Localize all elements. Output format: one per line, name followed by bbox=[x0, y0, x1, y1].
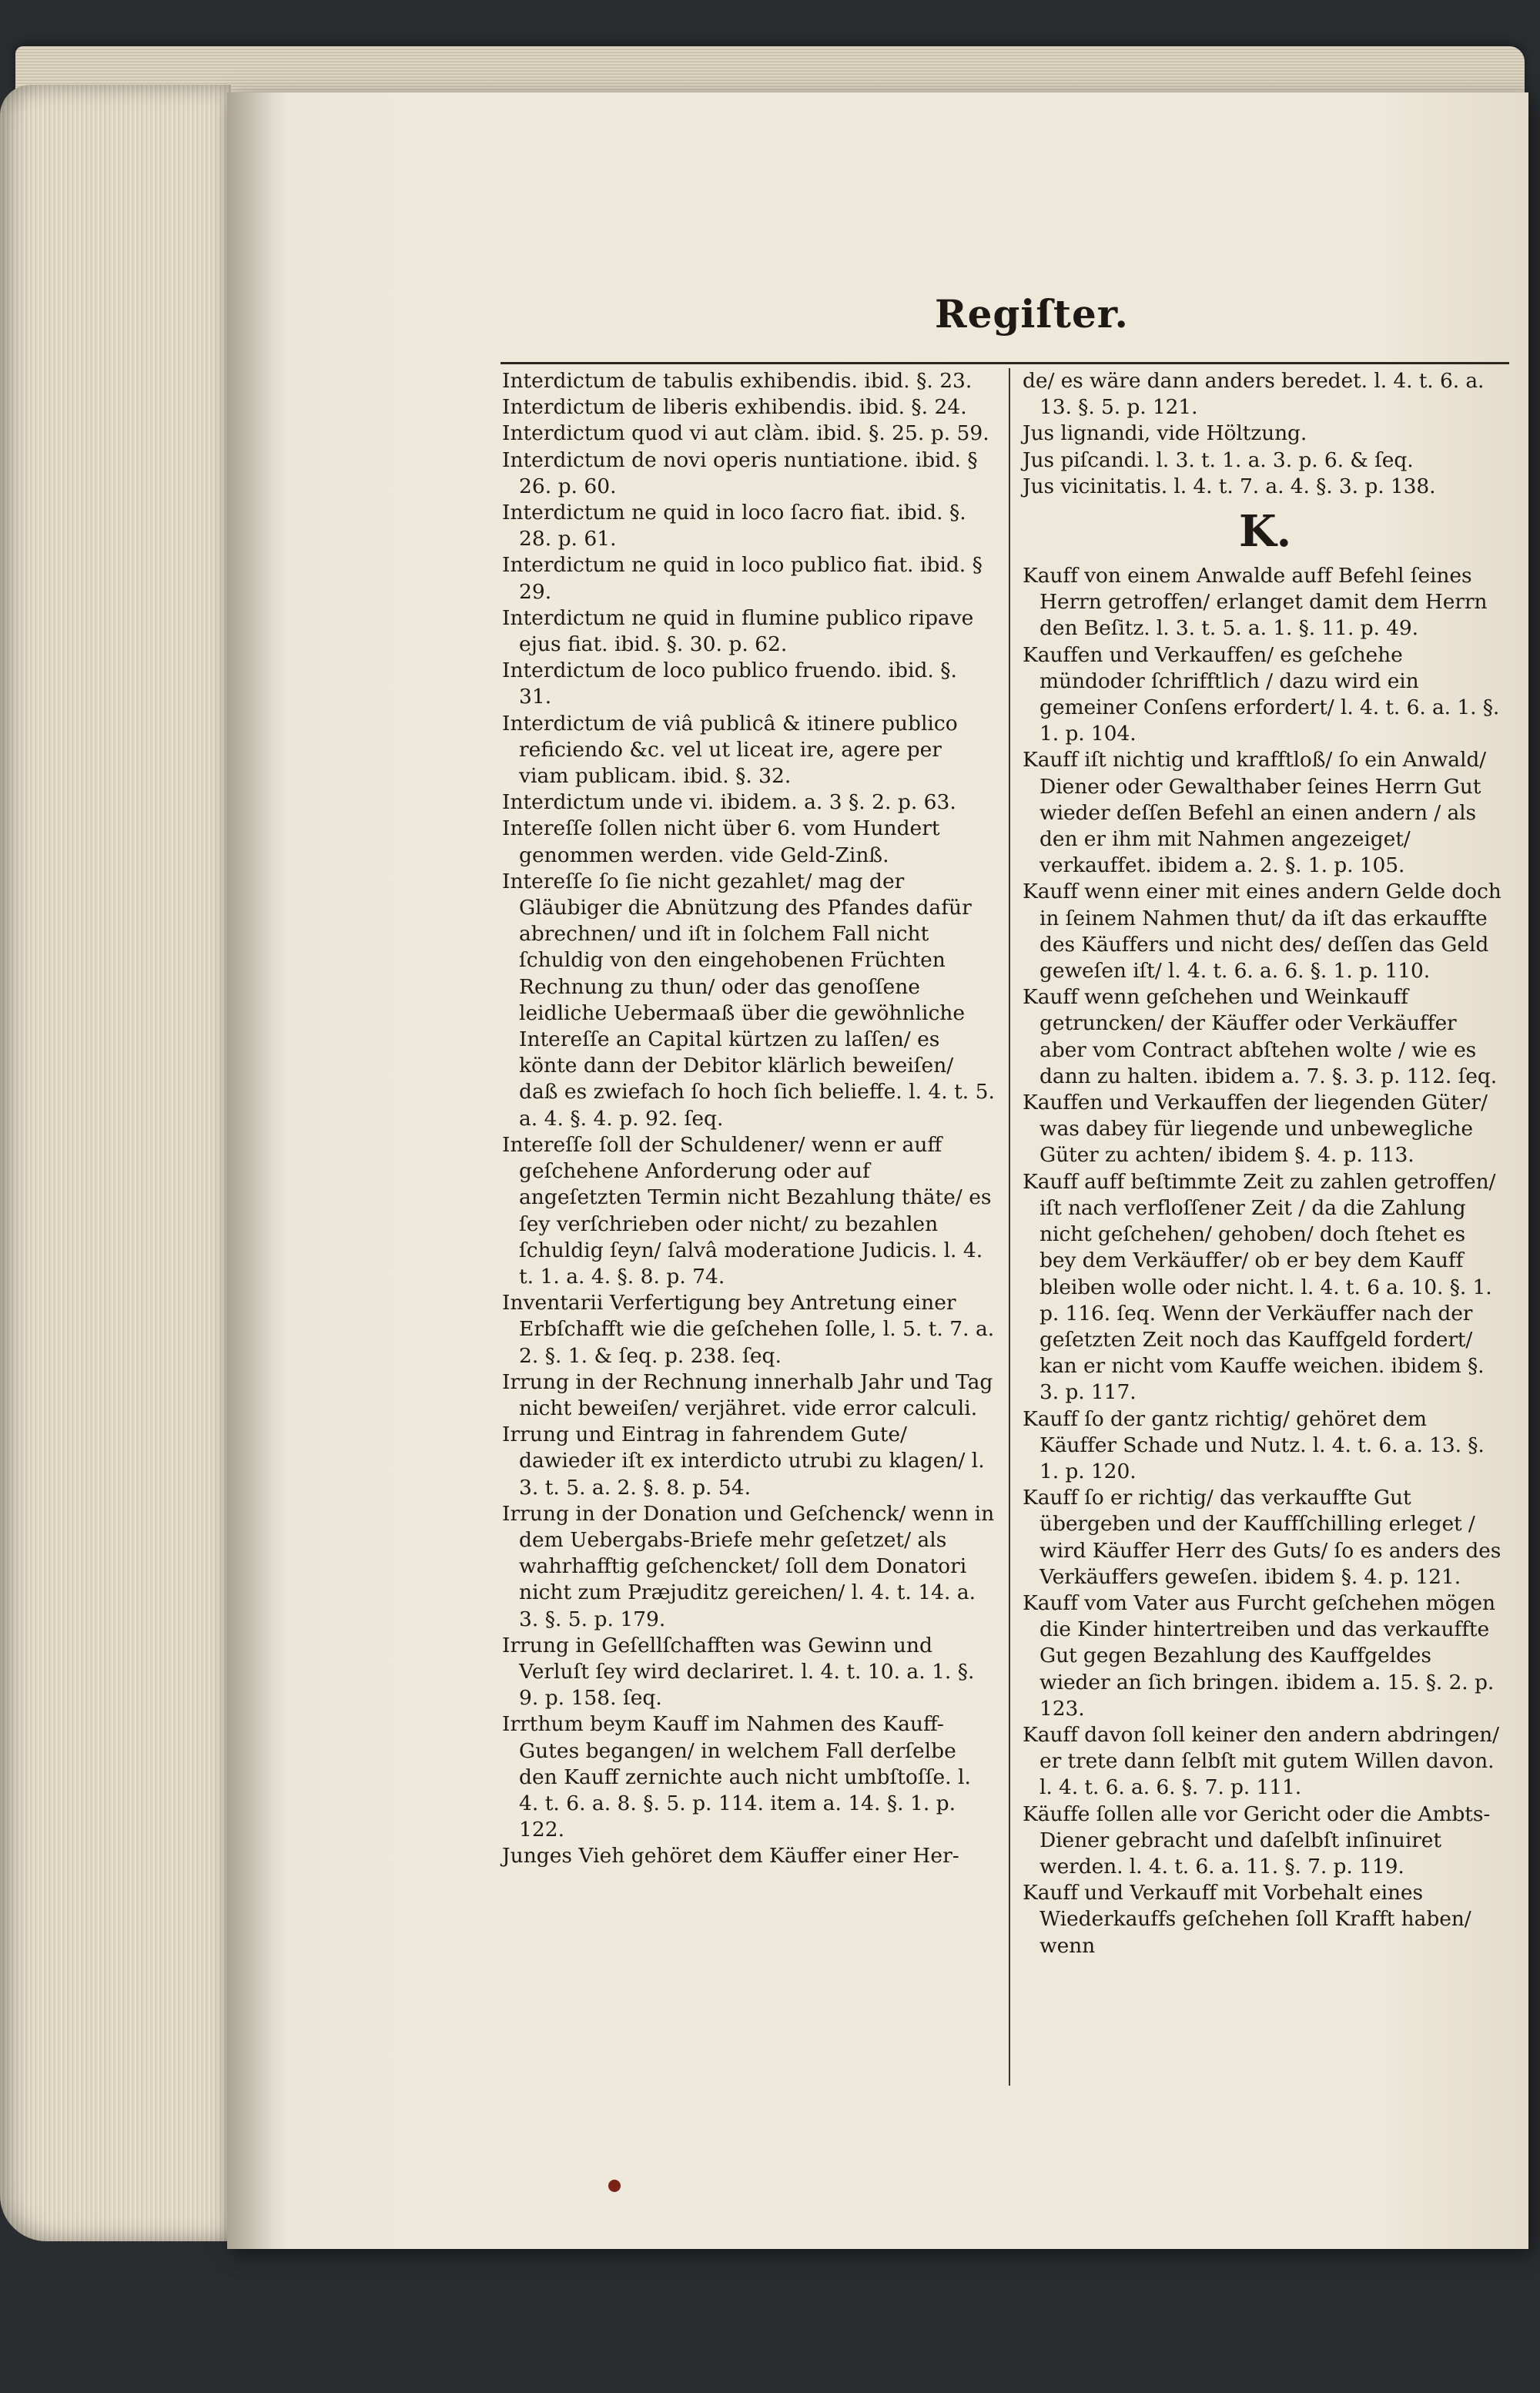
index-entry: Jus vicinitatis. l. 4. t. 7. a. 4. §. 3. p. 138. bbox=[1023, 474, 1436, 498]
index-entry: Interdictum de tabulis exhibendis. ibid. §. 23. bbox=[502, 369, 973, 393]
page-header-title: Regiſter. bbox=[935, 291, 1129, 337]
right-column-entries bbox=[1023, 563, 1508, 1959]
index-entry: Interdictum ne quid in loco ſacro fiat. ibid. §. 28. p. 61. bbox=[502, 501, 966, 551]
index-entry: Interdictum de viâ publicâ & itinere publico reficiendo &c. vel ut liceat ire, agere per viam publicam. ibid. §. 32. bbox=[502, 711, 958, 789]
section-letter: K. bbox=[1239, 506, 1291, 558]
index-entry: Kauff wenn einer mit eines andern Gelde doch in ſeinem Nahmen thut/ da iſt das erkauffte des Käuffers und nicht des/ deſſen das Geld geweſen iſt/ l. 4. t. 6. a. 6. §. 1. p. 110. bbox=[1023, 880, 1502, 984]
right-column-continuation bbox=[1023, 368, 1508, 500]
book-page-edges bbox=[0, 85, 231, 2241]
right-column bbox=[1023, 368, 1508, 1959]
page-stain bbox=[608, 2180, 621, 2192]
index-entry: Kauff ſo der gantz richtig/ gehöret dem Käuffer Schade und Nutz. l. 4. t. 6. a. 13. §. 1. p. 120. bbox=[1023, 1406, 1485, 1483]
index-entry: Kauffen und Verkauffen der liegenden Güter/ was dabey für liegende und unbewegliche Güter zu achten/ ibidem §. 4. p. 113. bbox=[1023, 1091, 1488, 1168]
index-entry: Irrung in Geſellſchafften was Gewinn und Verluſt ſey wird declariret. l. 4. t. 10. a. 1. §. 9. p. 158. ſeq. bbox=[502, 1633, 975, 1711]
index-entry: Interdictum quod vi aut clàm. ibid. §. 25. p. 59. bbox=[502, 421, 989, 446]
index-entry: Irrthum beym Kauff im Nahmen des Kauff-Gutes begangen/ in welchem Fall derſelbe den Kauff zernichte auch nicht umbſtoſſe. l. 4. t. 6. a. 8. §. 5. p. 114. item a. 14. §. 1. p. 122. bbox=[502, 1712, 971, 1842]
index-entry: Interdictum de novi operis nuntiatione. ibid. § 26. p. 60. bbox=[502, 447, 978, 498]
index-entry: de/ es wäre dann anders beredet. l. 4. t. 6. a. 13. §. 5. p. 121. bbox=[1023, 369, 1485, 420]
index-entry: Jus piſcandi. l. 3. t. 1. a. 3. p. 6. & ſeq. bbox=[1023, 447, 1414, 472]
index-entry: Intereſſe ſo ſie nicht gezahlet/ mag der Gläubiger die Abnützung des Pfandes dafür abrechnen/ und iſt in ſolchem Fall nicht ſchuldig von den eingehobenen Früchten Rechnung zu thun/ oder das genoſſene leidliche Uebermaaß über die gewöhnliche Intereſſe an Capital kürtzen zu laſſen/ es könte dann der Debitor klärlich beweiſen/ daß es zwiefach ſo hoch ſich belieffe. l. 4. t. 5. a. 4. §. 4. p. 92. ſeq. bbox=[502, 869, 995, 1131]
index-entry: Kauff davon ſoll keiner den andern abdringen/ er trete dann ſelbſt mit gutem Willen davon. l. 4. t. 6. a. 6. §. 7. p. 111. bbox=[1023, 1722, 1499, 1800]
index-entry: Kauff vom Vater aus Furcht geſchehen mögen die Kinder hintertreiben und das verkauffte Gut gegen Bezahlung des Kauffgeldes wieder an ſich bringen. ibidem a. 15. §. 2. p. 123. bbox=[1023, 1590, 1495, 1721]
index-entry: Kauff iſt nichtig und krafftloß/ ſo ein Anwald/ Diener oder Gewalthaber ſeines Herrn Gut wieder deſſen Befehl an einen andern / als den er ihm mit Nahmen angezeiget/ verkauffet. ibidem a. 2. §. 1. p. 105. bbox=[1023, 748, 1487, 878]
index-entry: Kauff und Verkauff mit Vorbehalt eines Wiederkauffs geſchehen ſoll Krafft haben/ wenn bbox=[1023, 1881, 1471, 1958]
index-entry: Interdictum de loco publico fruendo. ibid. §. 31. bbox=[502, 659, 957, 709]
index-entry: Intereſſe ſollen nicht über 6. vom Hundert genommen werden. vide Geld-Zinß. bbox=[502, 816, 940, 867]
index-entry: Inventarii Verfertigung bey Antretung einer Erbſchafft wie die geſchehen ſolle, l. 5. t. 7. a. 2. §. 1. & ſeq. p. 238. ſeq. bbox=[502, 1291, 995, 1368]
index-entry: Käuffe ſollen alle vor Gericht oder die Ambts-Diener gebracht und daſelbſt inſinuiret werden. l. 4. t. 6. a. 11. §. 7. p. 119. bbox=[1023, 1801, 1491, 1879]
index-entry: Intereſſe ſoll der Schuldener/ wenn er auff geſchehene Anforderung oder auf angeſetzten Termin nicht Bezahlung thäte/ es ſey verſchrieben oder nicht/ zu bezahlen ſchuldig ſeyn/ ſalvâ moderatione Judicis. l. 4. t. 1. a. 4. §. 8. p. 74. bbox=[502, 1132, 992, 1289]
index-entry: Kauff von einem Anwalde auff Befehl ſeines Herrn getroffen/ erlanget damit dem Herrn den Beſitz. l. 3. t. 5. a. 1. §. 11. p. 49. bbox=[1023, 564, 1488, 641]
index-entry: Interdictum de liberis exhibendis. ibid. §. 24. bbox=[502, 395, 967, 420]
index-entry: Interdictum ne quid in loco publico fiat. ibid. § 29. bbox=[502, 553, 983, 604]
index-entry: Interdictum ne quid in flumine publico ripave ejus fiat. ibid. §. 30. p. 62. bbox=[502, 605, 974, 657]
index-entry: Interdictum unde vi. ibidem. a. 3 §. 2. p. 63. bbox=[502, 790, 956, 815]
index-entry: Junges Vieh gehöret dem Käuffer einer Her- bbox=[502, 1844, 959, 1868]
left-column bbox=[502, 368, 995, 1870]
column-divider bbox=[1009, 368, 1010, 2086]
index-entry: Jus lignandi, vide Höltzung. bbox=[1023, 421, 1307, 446]
index-entry: Irrung in der Donation und Geſchenck/ wenn in dem Uebergabs-Briefe mehr geſetzet/ als wahrhafftig geſchencket/ ſoll dem Donatori nicht zum Præjuditz gereichen/ l. 4. t. 14. a. 3. §. 5. p. 179. bbox=[502, 1501, 995, 1631]
index-entry: Kauffen und Verkauffen/ es geſchehe mündoder ſchrifftlich / dazu wird ein gemeiner Conſens erfordert/ l. 4. t. 6. a. 1. §. 1. p. 104. bbox=[1023, 642, 1500, 746]
spine-shadow bbox=[227, 92, 289, 2249]
index-entry: Kauff auff beſtimmte Zeit zu zahlen getroffen/ iſt nach verfloſſener Zeit / da die Zahlung nicht geſchehen/ gehoben/ doch ſtehet es bey dem Verkäuffer/ ob er bey dem Kauff bleiben wolle oder nicht. l. 4. t. 6 a. 10. §. 1. p. 116. ſeq. Wenn der Verkäuffer nach der geſetzten Zeit noch das Kauffgeld fordert/ kan er nicht vom Kauffe weichen. ibidem §. 3. p. 117. bbox=[1023, 1169, 1496, 1405]
index-entry: Kauff ſo er richtig/ das verkauffte Gut übergeben und der Kauffſchilling erleget / wird Käuffer Herr des Guts/ ſo es anders des Verkäuffers geweſen. ibidem §. 4. p. 121. bbox=[1023, 1486, 1502, 1589]
index-entry: Irrung und Eintrag in fahrendem Gute/ dawieder iſt ex interdicto utrubi zu klagen/ l. 3. t. 5. a. 2. §. 8. p. 54. bbox=[502, 1423, 985, 1500]
header-rule bbox=[500, 362, 1509, 364]
index-entry: Irrung in der Rechnung innerhalb Jahr und Tag nicht beweiſen/ verjähret. vide error calculi. bbox=[502, 1369, 993, 1420]
index-entry: Kauff wenn geſchehen und Weinkauff getruncken/ der Käuffer oder Verkäuffer aber vom Contract abſtehen wolte / wie es dann zu halten. ibidem a. 7. §. 3. p. 112. ſeq. bbox=[1023, 985, 1498, 1088]
